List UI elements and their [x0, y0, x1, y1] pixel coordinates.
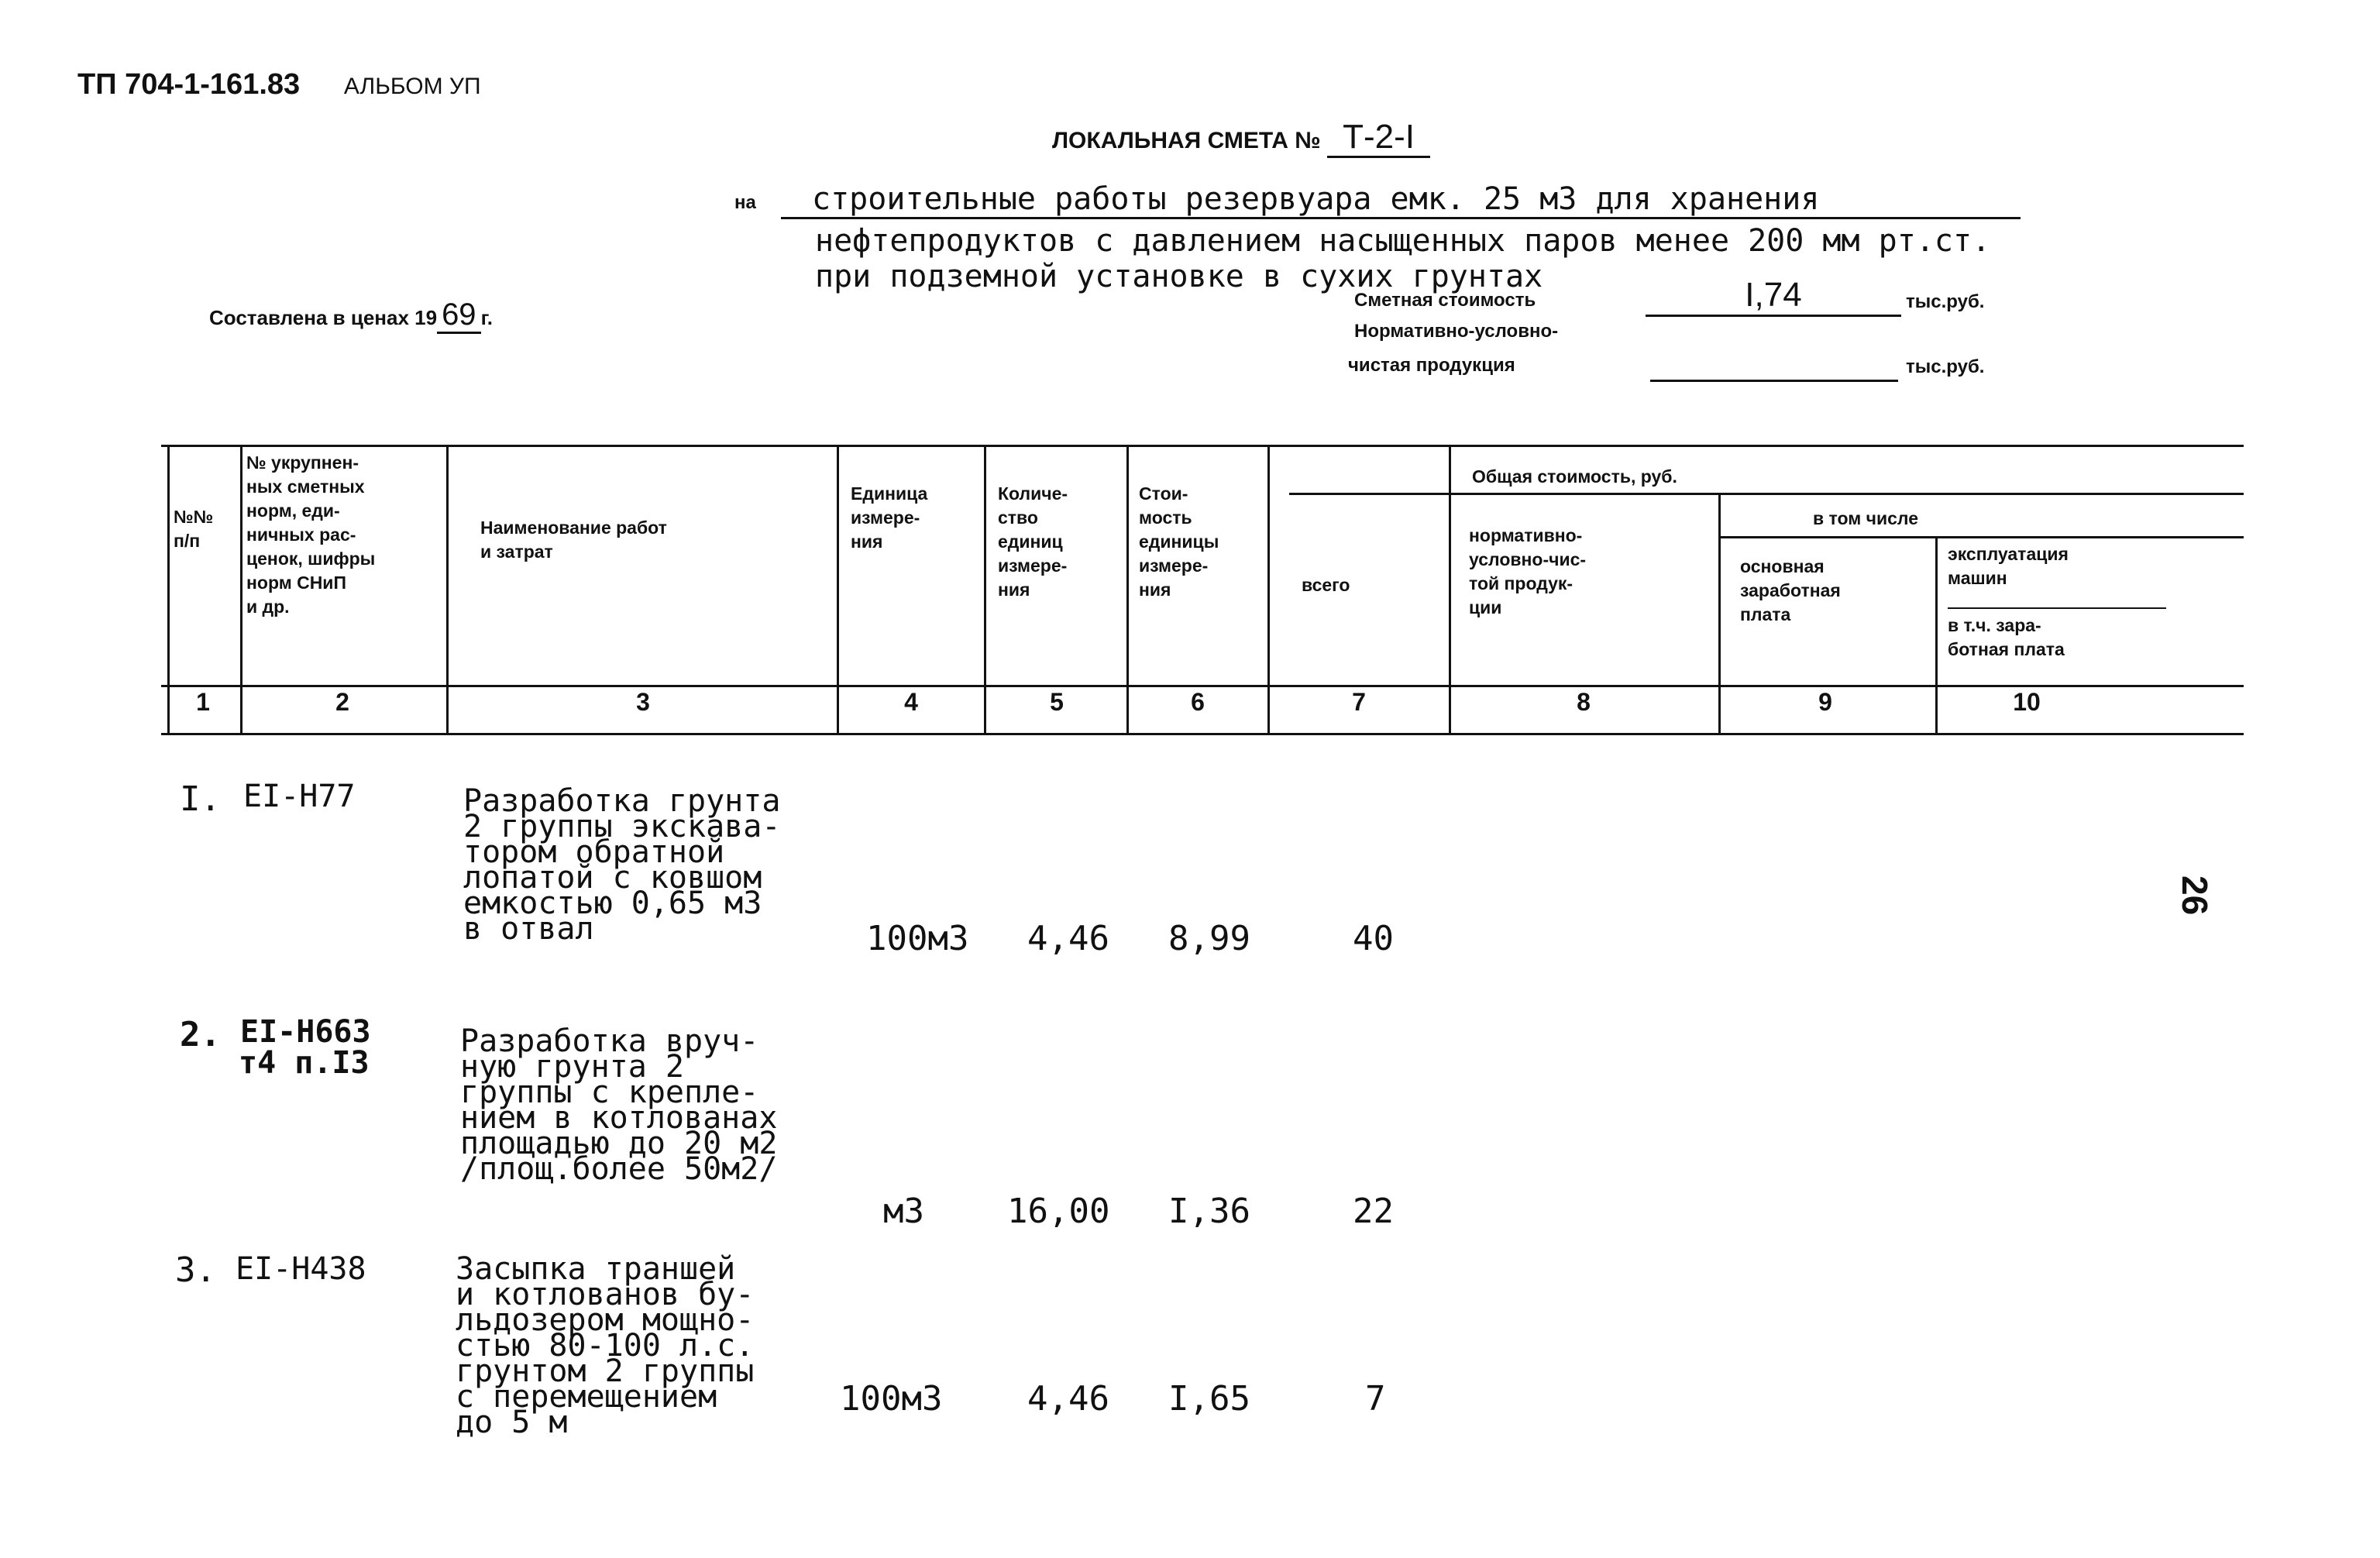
row-unit-price: I,36	[1168, 1192, 1250, 1231]
row-description: Разработка грунта 2 группы экскава- тором обратной лопатой с ковшом емкостью 0,65 м3 в отвал	[463, 783, 781, 947]
machines-underline	[1948, 607, 2166, 609]
norm-label-2: чистая продукция	[1348, 355, 1515, 376]
col-header-1: №№ п/п	[174, 507, 214, 551]
row-code: EI-H77	[243, 779, 356, 814]
vline-5	[1126, 445, 1129, 734]
row-total: 40	[1353, 919, 1394, 958]
col-header-8: нормативно- условно-чис- той продук- ции	[1469, 525, 1587, 617]
total-cost-header: Общая стоимость, руб.	[1472, 466, 1677, 487]
col-header-2: № укрупнен- ных сметных норм, еди- ничных рас- ценок, шифры норм СНиП и др.	[246, 452, 376, 617]
row-quantity: 4,46	[1027, 1379, 1109, 1419]
estimate-title	[1052, 118, 1430, 156]
col-number-7: 7	[1352, 688, 1366, 716]
vline-0	[167, 445, 170, 734]
col-number-4: 4	[904, 688, 918, 716]
total-cost-line	[1289, 493, 2244, 495]
page-number: 26	[2175, 875, 2215, 916]
subject-on-label: на	[734, 192, 756, 213]
prices-year-value: 69	[437, 297, 481, 334]
cost-label: Сметная стоимость	[1354, 290, 1536, 311]
vline-1	[240, 445, 242, 734]
col-number-6: 6	[1191, 688, 1205, 716]
incl-line	[1720, 536, 2244, 538]
col-number-1: 1	[196, 688, 210, 716]
col-header-10-wages: в т.ч. зара- ботная плата	[1948, 615, 2065, 659]
colnum-bottom-line	[161, 733, 2244, 735]
col-header-4: Единица измере- ния	[851, 483, 928, 552]
header-bottom-line	[161, 685, 2244, 687]
table-top-line	[161, 445, 2244, 447]
vline-3	[837, 445, 839, 734]
subject-line-1: строительные работы резервуара емк. 25 м3 для хранения	[781, 181, 2021, 219]
subject-line-2: нефтепродуктов с давлением насыщенных паров менее 200 мм рт.ст.	[815, 223, 1991, 259]
col-header-6: Стои- мость единицы измере- ния	[1139, 483, 1219, 600]
cost-value: I,74	[1646, 276, 1901, 317]
row-total: 22	[1353, 1192, 1394, 1231]
col-header-7: всего	[1302, 575, 1350, 595]
incl-header: в том числе	[1813, 508, 1919, 528]
col-number-10: 10	[2013, 688, 2041, 716]
col-number-3: 3	[636, 688, 650, 716]
album-code: ТП 704-1-161.83	[77, 68, 301, 101]
prices-suffix: г.	[480, 306, 494, 329]
row-number: I.	[180, 779, 221, 819]
vline-7	[1449, 445, 1451, 734]
row-unit-price: 8,99	[1168, 919, 1250, 958]
vline-6	[1267, 445, 1270, 734]
row-quantity: 16,00	[1007, 1192, 1110, 1231]
album-header	[77, 68, 481, 101]
prices-year	[209, 297, 493, 332]
col-header-9: основная заработная плата	[1740, 556, 1841, 624]
row-number: 3.	[175, 1250, 216, 1290]
norm-value-line	[1650, 380, 1898, 382]
row-code: EI-H438	[236, 1251, 366, 1287]
col-header-3: Наименование работ и затрат	[480, 518, 667, 562]
col-number-8: 8	[1577, 688, 1591, 716]
col-header-5: Количе- ство единиц измере- ния	[998, 483, 1068, 600]
row-unit: 100м3	[840, 1379, 943, 1419]
row-quantity: 4,46	[1027, 919, 1109, 958]
norm-unit: тыс.руб.	[1906, 356, 1985, 377]
row-code: EI-H663	[240, 1014, 371, 1050]
row-unit: м3	[883, 1192, 924, 1231]
estimate-title-label: ЛОКАЛЬНАЯ СМЕТА №	[1052, 128, 1321, 153]
row-code-2: т4 п.I3	[239, 1045, 370, 1081]
norm-label-1: Нормативно-условно-	[1354, 321, 1559, 342]
estimate-number: Т-2-I	[1327, 118, 1430, 158]
row-unit: 100м3	[866, 919, 969, 958]
row-number: 2.	[180, 1015, 221, 1054]
cost-unit: тыс.руб.	[1906, 291, 1985, 312]
col-number-9: 9	[1818, 688, 1832, 716]
vline-2	[446, 445, 449, 734]
col-number-2: 2	[335, 688, 349, 716]
prices-prefix: Составлена в ценах 19	[209, 306, 438, 329]
row-unit-price: I,65	[1168, 1379, 1250, 1419]
vline-8	[1718, 493, 1721, 734]
row-description: Разработка вруч- ную грунта 2 группы с крепле- нием в котлованах площадью до 20 м2 /площ.более 50м2/	[460, 1023, 778, 1187]
row-description: Засыпка траншей и котлованов бу- льдозером мощно- стью 80-100 л.с. грунтом 2 группы с перемещением до 5 м	[456, 1251, 755, 1440]
vline-9	[1935, 536, 1938, 734]
vline-4	[984, 445, 986, 734]
row-total: 7	[1365, 1379, 1386, 1419]
subject-line-3: при подземной установке в сухих грунтах	[815, 259, 1543, 294]
col-header-10-machines: эксплуатация машин	[1948, 544, 2069, 588]
album-number: АЛЬБОМ УП	[343, 74, 481, 99]
col-number-5: 5	[1050, 688, 1064, 716]
